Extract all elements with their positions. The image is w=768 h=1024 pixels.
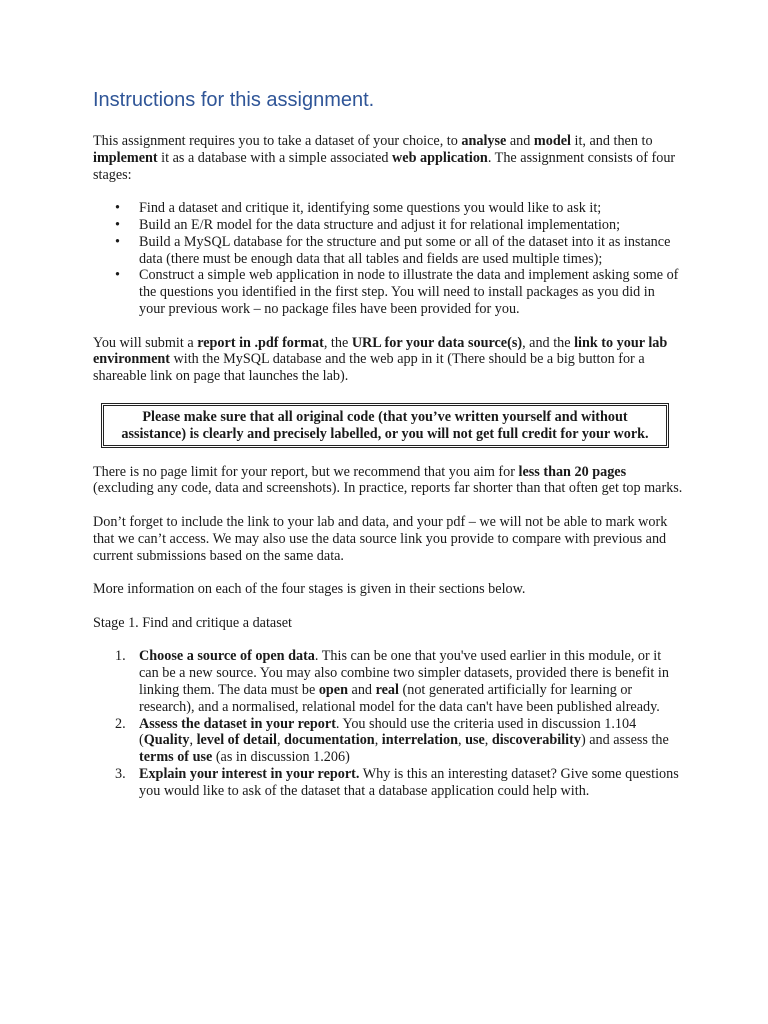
intro-text: it as a database with a simple associated [157, 149, 393, 166]
item-bold: level of detail [196, 732, 277, 749]
intro-bold: analyse [461, 133, 507, 149]
item-text: . This can be one that you've used earlier in this module, or it can be a new source. You may also combine two simpler datasets, provided there is benefit in linking them. The data must be [139, 648, 669, 698]
submit-text: , the [323, 334, 352, 351]
stage1-numbered-list [93, 648, 683, 799]
submit-text: You will submit a [93, 334, 198, 351]
page-limit-bold: less than 20 pages [518, 463, 627, 480]
list-item [93, 648, 683, 715]
page-limit-paragraph [93, 464, 683, 498]
intro-text: and [506, 133, 534, 149]
submit-bold: report in .pdf format [197, 334, 324, 351]
item-text: , [374, 732, 382, 749]
item-bold: Assess the dataset in your report [139, 715, 336, 732]
list-item [93, 766, 683, 800]
list-item-text: Construct a simple web application in node to illustrate the data and implement asking some of the questions you identified in the first step. You will need to install packages as you did in your previous work – no package files have been provided for you. [139, 267, 679, 317]
item-text: , [189, 732, 197, 749]
list-item [93, 234, 683, 268]
original-code-notice-box: Please make sure that all original code (that you’ve written yourself and without assistance) is clearly and precisely labelled, or you will not get full credit for your work. [101, 403, 669, 448]
bullet-icon: • [115, 233, 120, 250]
item-text: (not generated artificially for learning or research), and a normalised, relational model for the data can't have been published already. [139, 681, 660, 715]
item-bold: open [318, 681, 348, 698]
bullet-icon: • [115, 267, 120, 284]
stage1-heading: Stage 1. Find and critique a dataset [93, 614, 292, 631]
submission-paragraph [93, 335, 683, 385]
item-bold: documentation [284, 732, 375, 749]
item-bold: Explain your interest in your report. [139, 765, 360, 782]
item-bold: Choose a source of open data [139, 648, 315, 665]
item-text: (as in discussion 1.206) [212, 749, 350, 766]
page-limit-text: There is no page limit for your report, but we recommend that you aim for [93, 463, 519, 480]
item-bold: terms of use [139, 749, 213, 766]
list-item [93, 716, 683, 766]
item-bold: use [465, 732, 485, 749]
list-number: 1. [115, 648, 126, 665]
submit-text: , and the [522, 334, 575, 351]
list-item [93, 217, 683, 234]
submit-bold: link to your lab environment [93, 334, 668, 368]
intro-bold: implement [93, 149, 158, 166]
submit-text: with the MySQL database and the web app in it (There should be a big button for a shareable link on page that launches the lab). [93, 351, 645, 385]
reminder-paragraph: Don’t forget to include the link to your lab and data, and your pdf – we will not be able to mark work that we can’t access. We may also use the data source link you provide to compare with previous and current submissions based on the same data. [93, 513, 668, 564]
list-number: 2. [115, 715, 126, 732]
intro-text: . The assignment consists of four stages: [93, 149, 676, 183]
page-title: Instructions for this assignment. [93, 89, 375, 111]
intro-bold: web application [392, 149, 488, 166]
item-bold: real [375, 681, 399, 698]
list-item [93, 267, 683, 317]
page-limit-text: (excluding any code, data and screenshots). In practice, reports far shorter than that often get top marks. [93, 480, 683, 497]
item-bold: discoverability [491, 732, 581, 749]
item-text: , [276, 732, 285, 749]
item-text: and [347, 681, 376, 698]
more-info-paragraph: More information on each of the four stages is given in their sections below. [93, 581, 526, 598]
intro-text: This assignment requires you to take a dataset of your choice, to [93, 133, 462, 149]
list-item [93, 200, 683, 217]
submit-bold: URL for your data source(s) [351, 334, 523, 351]
document-page [93, 86, 683, 799]
item-bold: interrelation [381, 732, 458, 749]
intro-paragraph [93, 133, 683, 183]
list-item-text: Build a MySQL database for the structure and put some or all of the dataset into it as instance data (there must be enough data that all tables and fields are used multiple times); [139, 233, 671, 267]
intro-text: it, and then to [570, 133, 653, 149]
item-bold: Quality [143, 732, 190, 749]
item-text: , [457, 732, 466, 749]
stages-bullet-list [93, 200, 683, 318]
bullet-icon: • [115, 216, 120, 233]
intro-bold: model [533, 133, 571, 149]
bullet-icon: • [115, 200, 120, 217]
item-text: Why is this an interesting dataset? Give some questions you would like to ask of the dataset that a database application could help with. [139, 765, 679, 799]
item-text: . You should use the criteria used in discussion 1.104 ( [139, 715, 637, 749]
item-text: ) and assess the [580, 732, 669, 749]
list-item-text: Build an E/R model for the data structure and adjust it for relational implementation; [139, 216, 621, 233]
item-text: , [484, 732, 492, 749]
list-item-text: Find a dataset and critique it, identifying some questions you would like to ask it; [139, 200, 602, 217]
list-number: 3. [115, 765, 126, 782]
